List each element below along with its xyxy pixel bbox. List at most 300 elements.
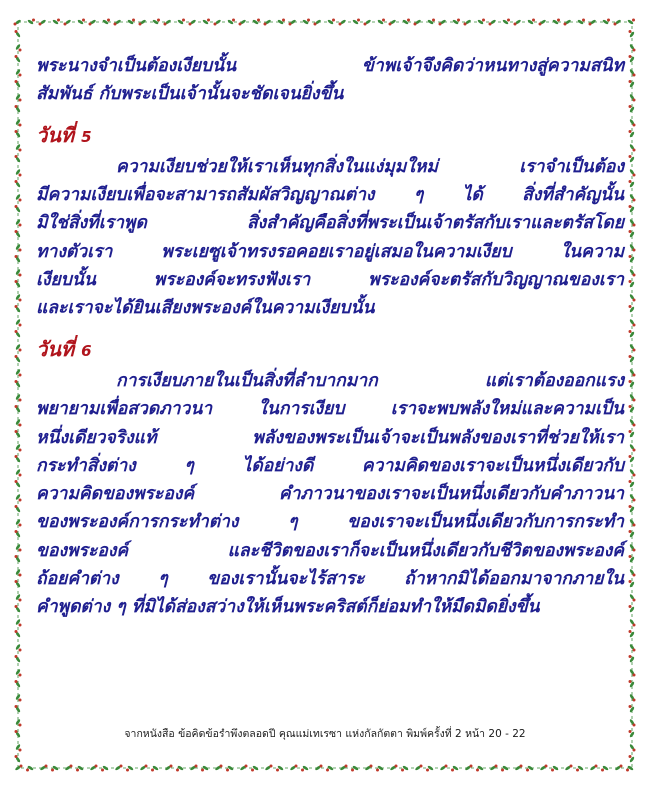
flower-shape	[282, 19, 285, 22]
flower-shape	[395, 765, 398, 768]
heading-label: วันที่	[36, 336, 75, 361]
border-ornament	[15, 619, 21, 627]
flower-shape	[633, 649, 636, 652]
day-6-paragraph	[36, 367, 624, 622]
flower-shape	[633, 149, 636, 152]
text-line: มิใช่สิ่งที่เราพูด สิ่งสำคัญคือสิ่งที่พระเป็นเจ้าตรัสกับเราและตรัสโดย	[36, 213, 624, 234]
flower-shape	[633, 274, 636, 277]
flower-shape	[15, 630, 18, 633]
border-ornament	[189, 19, 197, 25]
flower-shape	[382, 19, 385, 22]
flower-shape	[19, 549, 22, 552]
flower-shape	[426, 769, 429, 772]
border-ornament	[629, 569, 635, 577]
flower-shape	[70, 765, 73, 768]
flower-shape	[214, 23, 217, 26]
flower-shape	[489, 23, 492, 26]
border-ornament	[629, 144, 635, 152]
flower-shape	[15, 130, 18, 133]
text-line: เงียบนั้น พระองค์จะทรงฟังเรา พระองค์จะตรัสกับวิญญาณของเรา	[36, 270, 624, 291]
text-line: ทางตัวเรา พระเยซูเจ้าทรงรอคอยเราอยู่เสมอในความเงียบ ในความ	[36, 241, 624, 262]
flower-shape	[629, 255, 632, 258]
border-ornament	[15, 55, 21, 63]
flower-shape	[19, 599, 22, 602]
flower-shape	[376, 769, 379, 772]
flower-shape	[164, 23, 167, 26]
flower-shape	[633, 124, 636, 127]
border-ornament	[629, 319, 635, 327]
flower-shape	[629, 630, 632, 633]
flower-shape	[19, 749, 22, 752]
flower-shape	[15, 655, 18, 658]
flower-shape	[633, 474, 636, 477]
flower-shape	[532, 19, 535, 22]
flower-shape	[19, 449, 22, 452]
flower-shape	[482, 19, 485, 22]
flower-shape	[19, 324, 22, 327]
border-ornament	[539, 19, 547, 25]
flower-shape	[633, 399, 636, 402]
border-ornament	[27, 19, 35, 25]
flower-shape	[15, 330, 18, 333]
border-ornament	[415, 765, 423, 771]
flower-shape	[15, 530, 18, 533]
flower-shape	[19, 574, 22, 577]
flower-shape	[633, 299, 636, 302]
flower-shape	[420, 765, 423, 768]
flower-shape	[19, 624, 22, 627]
flower-shape	[629, 355, 632, 358]
border-ornament	[64, 19, 72, 25]
flower-shape	[51, 769, 54, 772]
border-ornament	[629, 330, 635, 338]
flower-shape	[526, 769, 529, 772]
flower-shape	[626, 769, 629, 772]
border-ornament	[77, 19, 85, 25]
flower-shape	[464, 23, 467, 26]
flower-shape	[19, 224, 22, 227]
flower-shape	[364, 23, 367, 26]
text-line: ความเงียบช่วยให้เราเห็นทุกสิ่งในแง่มุมใหม่ เราจำเป็นต้อง	[116, 156, 624, 177]
border-ornament	[15, 355, 21, 363]
flower-shape	[476, 769, 479, 772]
text-line: สัมพันธ์ กับพระเป็นเจ้านั้นจะชัดเจนยิ่งขึ้น	[36, 84, 344, 105]
flower-shape	[19, 374, 22, 377]
text-line: พยายามเพื่อสวดภาวนา ในการเงียบ เราจะพบพลังใหม่และความเป็น	[36, 399, 624, 420]
border-ornament	[15, 469, 21, 477]
flower-shape	[19, 274, 22, 277]
flower-shape	[157, 19, 160, 22]
flower-shape	[220, 765, 223, 768]
flower-shape	[89, 23, 92, 26]
flower-shape	[607, 19, 610, 22]
flower-shape	[589, 23, 592, 26]
border-ornament	[364, 19, 372, 25]
flower-shape	[629, 605, 632, 608]
border-ornament	[15, 194, 21, 202]
flower-shape	[495, 765, 498, 768]
flower-shape	[514, 23, 517, 26]
flower-shape	[15, 280, 18, 283]
border-ornament	[540, 765, 548, 771]
flower-shape	[19, 499, 22, 502]
flower-shape	[633, 574, 636, 577]
flower-shape	[39, 23, 42, 26]
flower-shape	[629, 380, 632, 383]
flower-shape	[132, 19, 135, 22]
border-ornament	[629, 744, 635, 752]
heading-number: 5	[81, 127, 92, 146]
border-ornament	[115, 765, 123, 771]
border-ornament	[629, 305, 635, 313]
border-ornament	[15, 444, 21, 452]
flower-shape	[19, 174, 22, 177]
border-ornament	[52, 19, 60, 25]
flower-shape	[507, 19, 510, 22]
border-ornament	[629, 480, 635, 488]
border-ornament	[514, 19, 522, 25]
border-ornament	[629, 605, 635, 613]
flower-shape	[19, 249, 22, 252]
flower-shape	[629, 455, 632, 458]
flower-shape	[633, 449, 636, 452]
flower-shape	[170, 765, 173, 768]
flower-shape	[629, 55, 632, 58]
flower-shape	[629, 580, 632, 583]
flower-shape	[19, 424, 22, 427]
flower-shape	[633, 499, 636, 502]
flower-shape	[501, 769, 504, 772]
flower-shape	[629, 180, 632, 183]
flower-shape	[320, 765, 323, 768]
flower-shape	[370, 765, 373, 768]
border-ornament	[15, 319, 21, 327]
border-ornament	[426, 765, 434, 771]
flower-shape	[20, 765, 23, 768]
border-ornament	[489, 19, 497, 25]
flower-shape	[15, 505, 18, 508]
flower-shape	[432, 19, 435, 22]
border-ornament	[140, 765, 148, 771]
text-line: การเงียบภายในเป็นสิ่งที่ลำบากมาก แต่เราต้องออกแรง	[116, 370, 624, 391]
border-ornament	[15, 594, 21, 602]
flower-shape	[15, 480, 18, 483]
text-line: คำพูดต่าง ๆ ที่มิได้ส่องสว่างให้เห็นพระคริสต์ก็ย่อมทำให้มืดมิดยิ่งขึ้น	[36, 597, 540, 618]
flower-shape	[15, 455, 18, 458]
flower-shape	[207, 19, 210, 22]
flower-shape	[19, 474, 22, 477]
border-ornament	[601, 765, 609, 771]
flower-shape	[629, 530, 632, 533]
border-ornament	[590, 765, 598, 771]
border-ornament	[89, 19, 97, 25]
border-ornament	[15, 480, 21, 488]
flower-shape	[629, 205, 632, 208]
border-ornament	[15, 330, 21, 338]
flower-shape	[545, 765, 548, 768]
border-ornament	[151, 765, 159, 771]
flower-shape	[601, 769, 604, 772]
border-ornament	[629, 580, 635, 588]
flower-shape	[629, 130, 632, 133]
flower-shape	[307, 19, 310, 22]
flower-shape	[15, 255, 18, 258]
flower-shape	[414, 23, 417, 26]
flower-shape	[19, 74, 22, 77]
flower-shape	[15, 680, 18, 683]
heading-number: 6	[81, 341, 92, 360]
border-ornament	[251, 765, 259, 771]
border-ornament	[629, 430, 635, 438]
flower-shape	[351, 769, 354, 772]
flower-shape	[633, 224, 636, 227]
flower-shape	[629, 480, 632, 483]
text-line: มีความเงียบเพื่อจะสามารถสัมผัสวิญญาณต่าง ๆ ได้ สิ่งที่สำคัญนั้น	[36, 185, 624, 206]
flower-shape	[445, 765, 448, 768]
border-ornament	[265, 765, 273, 771]
border-ornament	[629, 455, 635, 463]
flower-shape	[15, 605, 18, 608]
border-ornament	[389, 19, 397, 25]
border-ornament	[451, 765, 459, 771]
flower-shape	[633, 599, 636, 602]
flower-shape	[632, 19, 635, 22]
flower-shape	[19, 524, 22, 527]
flower-shape	[101, 769, 104, 772]
flower-shape	[629, 155, 632, 158]
flower-shape	[439, 23, 442, 26]
flower-shape	[345, 765, 348, 768]
border-ornament	[301, 765, 309, 771]
flower-shape	[245, 765, 248, 768]
border-ornament	[377, 19, 385, 25]
border-ornament	[214, 19, 222, 25]
flower-shape	[226, 769, 229, 772]
border-ornament	[629, 630, 635, 638]
article-body	[36, 52, 624, 622]
flower-shape	[633, 374, 636, 377]
flower-shape	[176, 769, 179, 772]
flower-shape	[570, 765, 573, 768]
border-ornament	[39, 19, 47, 25]
flower-shape	[264, 23, 267, 26]
text-line: ถ้อยคำต่าง ๆ ของเรานั้นจะไร้สาระ ถ้าหากมิได้ออกมาจากภายใน	[36, 569, 624, 590]
flower-shape	[389, 23, 392, 26]
border-ornament	[629, 269, 635, 277]
intro-paragraph	[36, 52, 624, 109]
flower-shape	[633, 74, 636, 77]
text-line: พระนางจำเป็นต้องเงียบนั้น ข้าพเจ้าจึงคิดว่าหนทางสู่ความสนิท	[36, 56, 624, 76]
flower-shape	[407, 19, 410, 22]
border-ornament	[240, 765, 248, 771]
border-ornament	[629, 619, 635, 627]
border-ornament	[90, 765, 98, 771]
flower-shape	[201, 769, 204, 772]
border-ornament	[629, 419, 635, 427]
flower-shape	[629, 330, 632, 333]
flower-shape	[57, 19, 60, 22]
flower-shape	[15, 380, 18, 383]
flower-shape	[19, 49, 22, 52]
flower-shape	[564, 23, 567, 26]
flower-shape	[629, 80, 632, 83]
text-line: ของพระองค์การกระทำต่าง ๆ ของเราจะเป็นหนึ่งเดียวกับการกระทำ	[36, 512, 624, 533]
flower-shape	[629, 705, 632, 708]
flower-shape	[301, 769, 304, 772]
flower-shape	[15, 155, 18, 158]
flower-shape	[633, 549, 636, 552]
flower-shape	[633, 749, 636, 752]
border-ornament	[629, 294, 635, 302]
flower-shape	[107, 19, 110, 22]
flower-shape	[195, 765, 198, 768]
flower-shape	[15, 405, 18, 408]
flower-shape	[19, 349, 22, 352]
border-ornament	[576, 765, 584, 771]
flower-shape	[15, 30, 18, 33]
flower-shape	[633, 324, 636, 327]
border-ornament	[527, 19, 535, 25]
flower-shape	[629, 555, 632, 558]
flower-shape	[19, 149, 22, 152]
border-ornament	[290, 765, 298, 771]
border-ornament	[390, 765, 398, 771]
flower-shape	[15, 80, 18, 83]
border-ornament	[477, 19, 485, 25]
flower-shape	[26, 769, 29, 772]
flower-shape	[332, 19, 335, 22]
border-ornament	[565, 765, 573, 771]
flower-shape	[95, 765, 98, 768]
flower-shape	[15, 705, 18, 708]
flower-shape	[45, 765, 48, 768]
text-line: กระทำสิ่งต่าง ๆ ได้อย่างดี ความคิดของเราจะเป็นหนึ่งเดียวกับ	[36, 455, 624, 476]
flower-shape	[270, 765, 273, 768]
flower-shape	[15, 580, 18, 583]
border-ornament	[15, 494, 21, 502]
flower-shape	[19, 699, 22, 702]
flower-shape	[239, 23, 242, 26]
border-ornament	[15, 30, 21, 38]
text-line: ของพระองค์ และชีวิตของเราก็จะเป็นหนึ่งเดียวกับชีวิตของพระองค์	[36, 540, 624, 561]
flower-shape	[314, 23, 317, 26]
flower-shape	[629, 280, 632, 283]
border-ornament	[15, 744, 21, 752]
flower-shape	[629, 30, 632, 33]
day-5-paragraph	[36, 153, 624, 323]
flower-shape	[629, 430, 632, 433]
flower-shape	[15, 205, 18, 208]
border-ornament	[629, 130, 635, 138]
border-ornament	[177, 19, 185, 25]
flower-shape	[629, 405, 632, 408]
flower-shape	[633, 424, 636, 427]
flower-shape	[15, 305, 18, 308]
flower-shape	[145, 765, 148, 768]
flower-shape	[15, 555, 18, 558]
flower-shape	[15, 355, 18, 358]
border-ornament	[629, 169, 635, 177]
flower-shape	[470, 765, 473, 768]
border-ornament	[15, 205, 21, 213]
border-ornament	[15, 655, 21, 663]
flower-shape	[251, 769, 254, 772]
flower-shape	[15, 430, 18, 433]
flower-shape	[15, 755, 18, 758]
flower-shape	[19, 674, 22, 677]
flower-shape	[633, 699, 636, 702]
border-ornament	[239, 19, 247, 25]
day-6-heading	[36, 335, 624, 365]
flower-shape	[620, 765, 623, 768]
flower-shape	[14, 23, 17, 26]
border-ornament	[15, 630, 21, 638]
flower-shape	[120, 765, 123, 768]
flower-shape	[633, 624, 636, 627]
flower-shape	[139, 23, 142, 26]
border-ornament	[101, 765, 109, 771]
flower-shape	[76, 769, 79, 772]
border-ornament	[15, 505, 21, 513]
flower-shape	[15, 105, 18, 108]
border-ornament	[276, 765, 284, 771]
border-ornament	[629, 180, 635, 188]
border-ornament	[401, 765, 409, 771]
flower-shape	[633, 199, 636, 202]
flower-shape	[15, 230, 18, 233]
flower-shape	[339, 23, 342, 26]
flower-shape	[633, 99, 636, 102]
heading-label: วันที่	[36, 122, 75, 147]
flower-shape	[582, 19, 585, 22]
border-ornament	[629, 469, 635, 477]
flower-shape	[629, 655, 632, 658]
flower-shape	[151, 769, 154, 772]
text-line: ความคิดของพระองค์ คำภาวนาของเราจะเป็นหนึ่งเดียวกับคำภาวนา	[36, 484, 624, 505]
border-ornament	[15, 644, 21, 652]
border-ornament	[15, 169, 21, 177]
flower-shape	[19, 99, 22, 102]
flower-shape	[551, 769, 554, 772]
flower-shape	[15, 55, 18, 58]
border-ornament	[629, 280, 635, 288]
flower-shape	[629, 755, 632, 758]
border-ornament	[352, 19, 360, 25]
flower-shape	[357, 19, 360, 22]
flower-shape	[257, 19, 260, 22]
border-ornament	[15, 144, 21, 152]
border-ornament	[440, 765, 448, 771]
flower-shape	[539, 23, 542, 26]
flower-shape	[576, 769, 579, 772]
flower-shape	[633, 174, 636, 177]
border-ornament	[15, 344, 21, 352]
flower-shape	[633, 674, 636, 677]
flower-shape	[633, 49, 636, 52]
flower-shape	[189, 23, 192, 26]
flower-shape	[457, 19, 460, 22]
flower-shape	[19, 124, 22, 127]
text-line: หนึ่งเดียวจริงแท้ พลังของพระเป็นเจ้าจะเป็นพลังของเราที่ช่วยให้เรา	[36, 427, 624, 448]
flower-shape	[633, 349, 636, 352]
flower-shape	[629, 105, 632, 108]
flower-shape	[19, 199, 22, 202]
flower-shape	[182, 19, 185, 22]
border-ornament	[627, 19, 635, 25]
flower-shape	[401, 769, 404, 772]
border-ornament	[15, 180, 21, 188]
flower-shape	[633, 249, 636, 252]
